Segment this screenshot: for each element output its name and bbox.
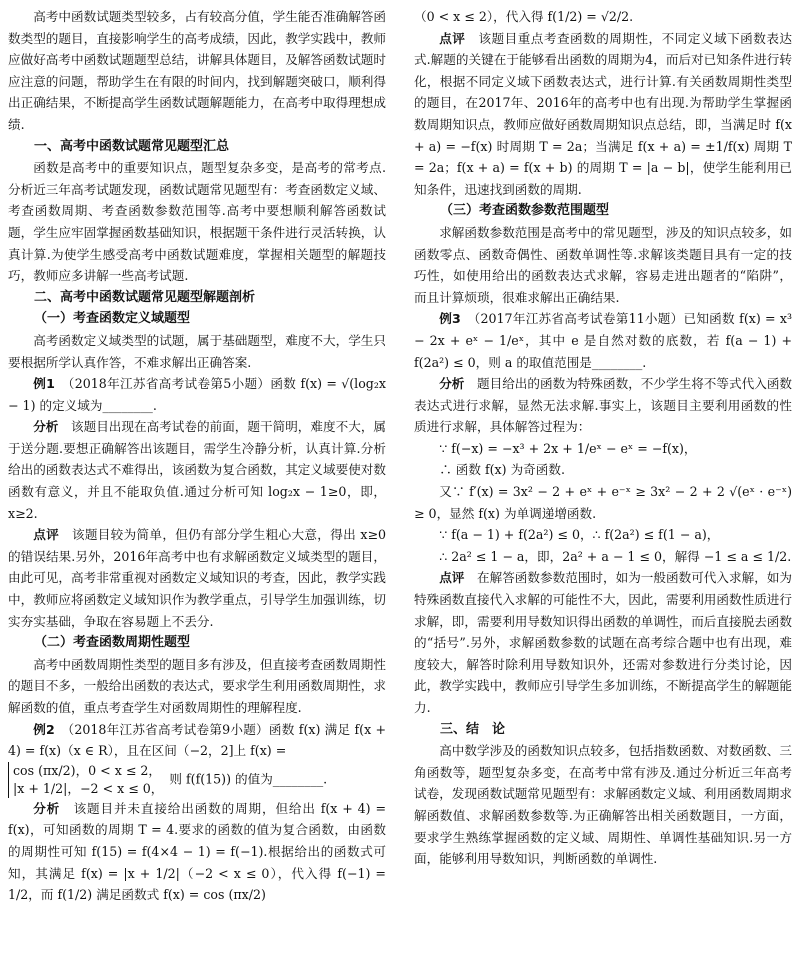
comment-label: 点评 — [439, 570, 465, 586]
analysis-text: 该题目出现在高考试卷的前面，题干简明，难度不大，属于送分题.要想正确解答出该题目，需学生冷静分析，认真计算.分析给出的函数表达式不难得出，该函数为复合函数，其定义域要使对数函数有意义，并且不能取负值.通过分析可知 log₂x − 1≥0，即，x≥2. — [8, 419, 387, 521]
example-text: （2017年江苏省高考试卷第11小题）已知函数 f(x) = x³ − 2x + eˣ − 1/eˣ，其中 e 是自然对数的底数，若 f(a − 1) + f(2a²) ≤ 0，则 a 的取值范围是________. — [414, 311, 793, 370]
section-heading-1: 一、高考中函数试题常见题型汇总 — [34, 138, 230, 154]
solution-step-4: ∵ f(a − 1) + f(2a²) ≤ 0，∴ f(2a²) ≤ f(1 − a)， — [439, 527, 720, 543]
subsection-period-paragraph: 高考中函数周期性类型的题目多有涉及，但直接考查函数周期性的题目不多，一般给出函数的表达式，要求学生利用函数周期性，求解函数的值，重点考查学生对函数周期性的理解程度. — [8, 656, 386, 715]
solution-step-2: ∴ 函数 f(x) 为奇函数. — [439, 462, 565, 478]
subsection-parameter-paragraph: 求解函数参数范围是高考中的常见题型，涉及的知识点较多，如函数零点、函数奇偶性、函数单调性等.求解该类题目具有一定的技巧性，如使用给出的函数表达式求解，容易走进出题者的“陷阱”，而且计算烦琐，很难求解出正确结果. — [414, 224, 792, 305]
comment-label: 点评 — [439, 30, 466, 46]
piecewise-brace — [8, 762, 163, 798]
piecewise-case-1: cos (πx/2)，0 < x ≤ 2， — [13, 762, 161, 778]
example-label: 例1 — [33, 376, 55, 392]
section-heading-2: 二、高考中函数试题常见题型解题剖析 — [34, 289, 256, 305]
intro-paragraph: 高考中函数试题类型较多，占有较高分值，学生能否准确解答函数类型的题目，直接影响学生的高考成绩，因此，教学实践中，教师应做好高考中函数试题题型总结，讲解具体题目，及解答函数试题时应注意的问题，帮助学生在有限的时间内，找到解题突破口，顺利得出正确结果，不断提高学生函数试题解题能力，在高考中取得理想成绩. — [8, 9, 386, 132]
comment-2 — [414, 28, 792, 201]
left-column — [8, 6, 386, 906]
solution-step-1: ∵ f(−x) = −x³ + 2x + 1/eˣ − eˣ = −f(x)， — [439, 440, 697, 456]
comment-label: 点评 — [33, 527, 60, 543]
piecewise-tail: 则 f(f(15)) 的值为________. — [169, 771, 328, 787]
example-1 — [8, 373, 386, 416]
subsection-heading-domain: （一）考查函数定义域题型 — [34, 311, 191, 327]
comment-1 — [8, 524, 386, 632]
solution-step-5: ∴ 2a² ≤ 1 − a，即，2a² + a − 1 ≤ 0，解得 −1 ≤ a ≤ 1/2. — [439, 548, 792, 564]
example-text: （2018年江苏省高考试卷第5小题）函数 f(x) = √(log₂x − 1) 的定义域为________. — [8, 376, 387, 413]
comment-3 — [414, 567, 792, 718]
analysis-2-continued: （0 < x ≤ 2），代入得 f(1/2) = √2/2. — [414, 9, 634, 24]
piecewise-function — [8, 762, 386, 798]
analysis-2 — [8, 798, 386, 906]
example-label: 例2 — [33, 721, 55, 737]
piecewise-case-2: |x + 1/2|，−2 < x ≤ 0， — [13, 780, 164, 796]
analysis-text: 该题目并未直接给出函数的周期，但给出 f(x + 4) = f(x)，可知函数的周期 T = 4.要求的函数的值为复合函数，由函数的周期性可知 f(15) = f(4×4 − 1) = f(−1).根据给出的函数式可知，其满足 f(x) = |x + 1/2|（−2 < x ≤ 0），代入得 f(−1) = 1/2，而 f(1/2) 满足函数式 f(x) = cos (πx/2) — [8, 800, 387, 903]
section1-paragraph: 函数是高考中的重要知识点，题型复杂多变，是高考的常考点.分析近三年高考试题发现，函数试题常见题型有：考查函数定义域、考查函数周期、考查函数参数范围等.高考中要想顺利解答函数试题，学生应牢固掌握函数基础知识，根据题干条件进行灵活转换，认真计算.为使学生感受高考中函数试题难度，掌握相关题型的解题技巧，教师应多讲解一些高考试题. — [8, 160, 386, 284]
example-2 — [8, 719, 386, 762]
comment-text: 该题目较为简单，但仍有部分学生粗心大意，得出 x≥0 的错误结果.另外，2016年高考中也有求解函数定义域类型的题目，由此可见，高考非常重视对函数定义域知识的考查，因此，教学实践中，教师应将函数定义域知识作为教学重点，引导学生加强训练，切实夯实基础，争取在容易题上不丢分. — [8, 527, 387, 629]
analysis-label: 分析 — [439, 376, 465, 392]
subsection-domain-paragraph: 高考函数定义域类型的试题，属于基础题型，难度不大，学生只要根据所学认真作答，不难求解出正确答案. — [8, 332, 386, 370]
subsection-heading-parameter: （三）考查函数参数范围题型 — [440, 203, 610, 219]
comment-text: 该题目重点考查函数的周期性，不同定义域下函数表达式.解题的关键在于能够看出函数的周期为4，而后对已知条件进行转化，根据不同定义域下函数表达式，进行计算.有关函数周期性类型的题目，在2017年、2016年的高考中也有出现.为帮助学生掌握函数周期知识点，教师应做好函数周期知识点总结，即，当满足时 f(x + a) = −f(x) 时周期 T = 2a；当满足 f(x + a) = ±1/f(x) 周期 T = 2a；f(x + a) = f(x + b) 的周期 T = |a − b|，使学生能利用已知条件，迅速找到函数的周期. — [414, 30, 793, 197]
analysis-3 — [414, 373, 792, 438]
analysis-label: 分析 — [33, 419, 59, 435]
example-label: 例3 — [439, 311, 461, 327]
analysis-label: 分析 — [33, 800, 61, 816]
right-column — [414, 6, 792, 870]
analysis-1 — [8, 416, 386, 524]
example-3 — [414, 308, 792, 373]
example-text: （2018年江苏省高考试卷第9小题）函数 f(x) 满足 f(x + 4) = f(x)（x ∈ R），且在区间（−2，2]上 f(x) = — [8, 721, 386, 759]
section-heading-3: 三、结 论 — [440, 721, 506, 737]
analysis-text: 题目给出的函数为特殊函数，不少学生将不等式代入函数表达式进行求解，显然无法求解.事实上，该题目主要利用函数的性质进行求解，具体解答过程为： — [414, 376, 793, 435]
comment-text: 在解答函数参数范围时，如为一般函数可代入求解，如为特殊函数直接代入求解的可能性不大，因此，需要利用函数性质进行求解，即，需要利用导数知识得出函数的单调性，而后直接脱去函数的“括号”.另外，求解函数参数的试题在高考综合题中也有出现，难度较大，解答时除利用导数知识外，还需对参数进行分类讨论，因此，教学实践中，教师应引导学生多加训练，不断提高学生的解题能力. — [414, 570, 793, 715]
conclusion-paragraph: 高中数学涉及的函数知识点较多，包括指数函数、对数函数、三角函数等，题型复杂多变，在高考中常有涉及.通过分析近三年高考试卷，发现函数试题常见题型有：求解函数定义域、利用函数周期求解函数值、求解函数参数等.为正确解答出相关函数题目，一方面，要求学生熟练掌握函数的定义域、周期性、单调性基础知识.另一方面，能够利用导数知识，判断函数的单调性. — [414, 743, 792, 867]
solution-step-3: 又∵ f′(x) = 3x² − 2 + eˣ + e⁻ˣ ≥ 3x² − 2 + 2 √(eˣ · e⁻ˣ) ≥ 0，显然 f(x) 为单调递增函数. — [414, 484, 792, 521]
subsection-heading-period: （二）考查函数周期性题型 — [34, 635, 191, 651]
